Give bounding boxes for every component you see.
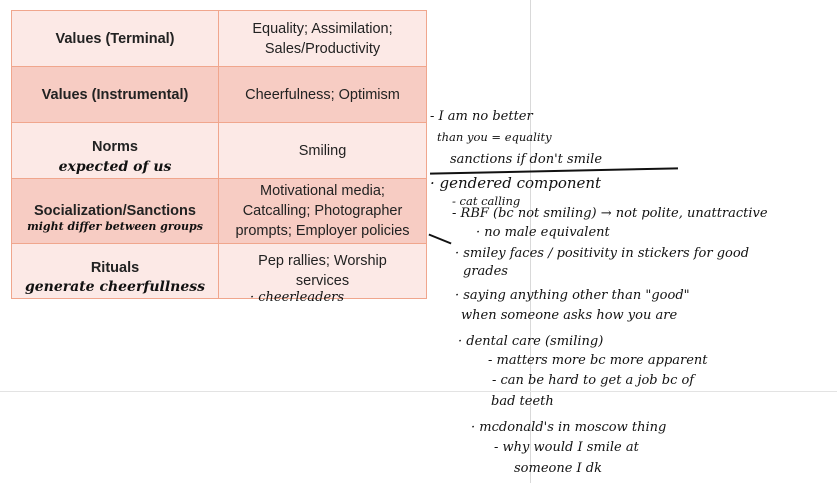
values-norms-table <box>11 10 427 299</box>
table-row <box>12 244 427 299</box>
page-guide-horizontal <box>0 391 837 392</box>
note-rbf: - RBF (bc not smiling) → not polite, unattractive <box>452 206 768 221</box>
note-equality: than you = equality <box>437 130 552 144</box>
note-mcdonalds-sub: someone I dk <box>514 461 603 476</box>
note-sanctions: sanctions if don't smile <box>450 152 603 167</box>
row-label: Rituals generate cheerfullness <box>12 244 219 299</box>
note-dental-sub: - matters more bc more apparent <box>488 353 708 368</box>
note-saying: when someone asks how you are <box>461 308 678 323</box>
note-smiley: · smiley faces / positivity in stickers for good <box>455 246 750 261</box>
note-dental-sub: bad teeth <box>491 394 554 409</box>
row-label: Socialization/Sanctions might differ between groups <box>12 179 219 244</box>
note-saying: · saying anything other than "good" <box>455 288 690 303</box>
row-value: Motivational media; Catcalling; Photographer prompts; Employer policies <box>219 179 427 244</box>
row-label: Values (Terminal) <box>12 11 219 67</box>
ink-connector <box>428 234 451 245</box>
table-row <box>12 179 427 244</box>
note-cheerleaders: · cheerleaders <box>250 290 345 305</box>
note-no-male: · no male equivalent <box>476 225 610 240</box>
page-guide-vertical <box>530 0 531 483</box>
note-mcdonalds: · mcdonald's in moscow thing <box>471 420 667 435</box>
note-dental: · dental care (smiling) <box>458 334 604 349</box>
handwritten-annotation: expected of us <box>58 159 172 175</box>
row-label: Values (Instrumental) <box>12 67 219 123</box>
table-row <box>12 11 427 67</box>
row-value: Cheerfulness; Optimism <box>219 67 427 123</box>
note-catcalling: - cat calling <box>452 194 521 208</box>
note-gendered: · gendered component <box>430 174 602 192</box>
handwritten-annotation: might differ between groups <box>27 220 203 233</box>
note-mcdonalds-sub: - why would I smile at <box>494 440 639 455</box>
table-row <box>12 67 427 123</box>
note-smiley: grades <box>463 264 508 279</box>
handwritten-annotation: generate cheerfullness <box>24 279 206 295</box>
note-dental-sub: - can be hard to get a job bc of <box>492 373 695 388</box>
table-row <box>12 123 427 179</box>
note-equality: - I am no better <box>430 109 533 124</box>
row-value: Smiling <box>219 123 427 179</box>
row-value: Pep rallies; Worship services <box>219 244 427 299</box>
row-label: Norms expected of us <box>12 123 219 179</box>
row-value: Equality; Assimilation; Sales/Productivity <box>219 11 427 67</box>
